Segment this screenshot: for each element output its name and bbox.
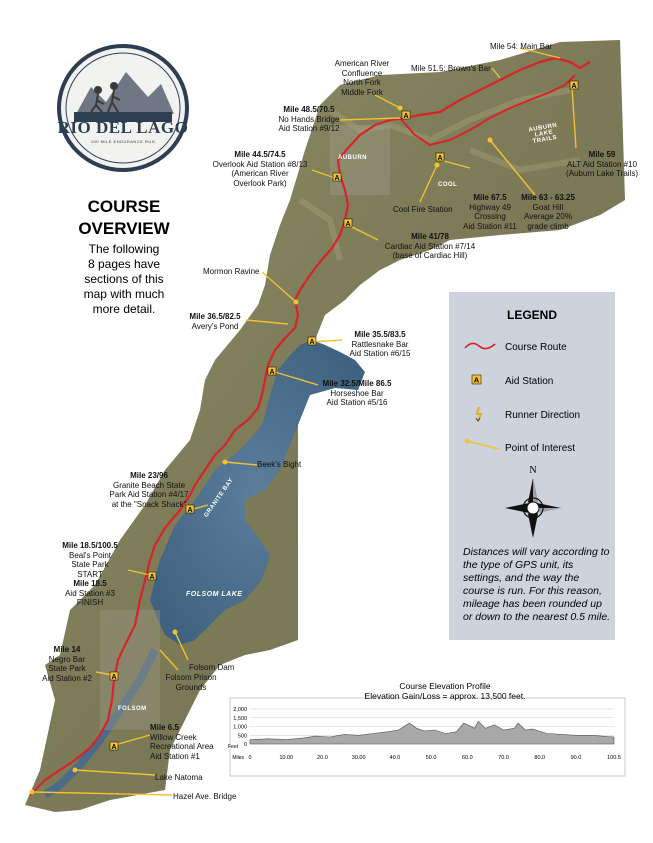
label-mile-54: [490, 42, 552, 52]
label-line: Horseshoe Bar: [330, 388, 384, 398]
label-mile-63: [512, 193, 584, 231]
elevation-y-tick-label: 1,500: [233, 715, 247, 722]
label-line: Mile 59: [588, 150, 616, 159]
label-line: Cool Fire Station: [393, 205, 453, 214]
compass-north-label: N: [529, 465, 537, 476]
aid-station-icon: [471, 374, 483, 386]
race-logo: [56, 42, 190, 174]
label-line: Average 20%: [524, 212, 572, 221]
label-line: Mile 67.5: [473, 193, 507, 202]
overview-line: sections of this: [84, 272, 164, 286]
label-mile-18-5: [52, 541, 128, 608]
elevation-y-tick-label: 1,000: [233, 724, 247, 731]
label-line: Confluence: [341, 68, 383, 78]
label-line: No Hands Bridge: [278, 114, 340, 124]
label-line: FINISH: [76, 598, 104, 607]
svg-text:A: A: [571, 83, 577, 90]
label-line: Beal's Point: [69, 550, 111, 560]
label-folsom-prison: [158, 673, 224, 692]
elevation-x-tick-label: 50.0: [425, 755, 437, 761]
label-line: Aid Station #1: [150, 751, 200, 761]
legend-title: LEGEND: [506, 308, 557, 322]
svg-text:A: A: [403, 113, 409, 120]
label-line: Mile 41/78: [411, 232, 449, 241]
label-line: Willow Creek: [150, 732, 197, 742]
overview-line: The following: [88, 242, 160, 256]
elevation-x-tick-label: 10.00: [279, 755, 294, 761]
elevation-y-tick-label: 2,000: [233, 707, 247, 713]
svg-text:A: A: [309, 339, 315, 346]
label-line: at the "Snack Shack": [111, 499, 187, 509]
aid-station-icon: [333, 173, 341, 182]
aid-station-icon: [268, 367, 276, 376]
label-confluence: [327, 59, 397, 97]
label-line: State Park: [48, 664, 86, 673]
elevation-title-block: [340, 681, 550, 701]
map-word-auburn: AUBURN: [338, 155, 367, 161]
elevation-x-tick-label: 90.0: [570, 755, 582, 761]
label-line: (Auburn Lake Trails): [565, 169, 639, 178]
svg-text:A: A: [111, 674, 117, 681]
label-line: Overlook Park): [233, 178, 287, 188]
overview-line: map with much: [83, 287, 165, 301]
elevation-subtitle: Elevation Gain/Loss = approx. 13,500 feet.: [364, 691, 526, 701]
label-line: Mile 18.5/100.5: [62, 541, 118, 550]
label-line: Middle Fork: [341, 87, 383, 97]
overview-title-line1: COURSE: [87, 197, 161, 216]
label-line: Aid Station #5/16: [326, 398, 388, 407]
label-mile-51-5: [411, 64, 491, 74]
label-line: Granite Beach State: [112, 480, 186, 490]
label-line: Recreational Area: [150, 742, 214, 751]
elevation-x-tick-label: 70.0: [498, 755, 509, 761]
label-line: Aid Station #11: [463, 221, 517, 231]
map-word-auburn-lake-trails: AUBURN LAKE TRAILS: [528, 122, 558, 146]
svg-text:A: A: [473, 375, 480, 385]
label-line: Aid Station #9/12: [278, 124, 340, 133]
elevation-x-tick-label: 30.00: [351, 755, 366, 761]
label-line: Lake Natoma: [155, 773, 203, 782]
elevation-x-tick-label: 60.0: [461, 755, 473, 761]
label-line: (American River: [231, 169, 289, 178]
svg-text:A: A: [111, 744, 117, 751]
svg-text:A: A: [437, 155, 443, 162]
logo-subtitle: 100 MILE ENDURANCE RUN: [90, 139, 156, 144]
label-line: Negro Bar: [48, 654, 86, 664]
label-mile-35-5: [340, 330, 420, 359]
label-line: Mile 44.5/74.5: [234, 150, 286, 159]
label-line: Mile 14: [53, 645, 81, 654]
label-mile-48-5: [270, 105, 348, 134]
map-word-cool: COOL: [438, 182, 458, 188]
label-mile-6-5: [150, 723, 232, 761]
svg-text:A: A: [345, 221, 351, 228]
map-word-folsom: FOLSOM: [118, 706, 147, 712]
label-mormon-ravine: [203, 267, 259, 277]
label-line: Avery's Pond: [191, 321, 239, 331]
label-cool-fire-station: [393, 205, 453, 215]
aid-station-icon: [308, 337, 316, 346]
runner-direction-icon: [473, 406, 485, 422]
aid-station-icon: [110, 672, 118, 681]
label-line: Mile 48.5/70.5: [283, 105, 335, 114]
label-line: Folsom Prison: [165, 673, 217, 682]
elevation-title: Course Elevation Profile: [399, 681, 491, 691]
label-line: ALT Aid Station #10: [567, 159, 637, 169]
overview-line: 8 pages have: [87, 257, 161, 271]
label-folsom-dam: [189, 663, 234, 673]
aid-station-icon: [570, 81, 578, 90]
route-line-icon: [463, 340, 499, 352]
label-line: (base of Cardiac Hill): [392, 251, 468, 260]
label-line: Cardiac Aid Station #7/14: [384, 241, 476, 251]
label-line: Mile 36.5/82.5: [189, 312, 241, 321]
label-line: Mile 63 - 63.25: [521, 193, 575, 202]
course-overview: [60, 196, 188, 317]
aid-station-icon: [148, 572, 156, 581]
label-line: Mile 35.5/83.5: [354, 330, 406, 339]
label-line: State Park: [71, 560, 109, 569]
label-mile-44-5: [208, 150, 312, 188]
elevation-x-tick-label: 20.0: [317, 755, 328, 761]
svg-text:A: A: [334, 175, 340, 182]
label-mile-23: [88, 471, 210, 509]
elevation-x-unit: Miles: [232, 755, 244, 761]
legend-item-poi: Point of Interest: [505, 443, 576, 454]
label-line: Mile 23/96: [130, 471, 168, 480]
label-line: Rattlesnake Bar: [351, 339, 409, 349]
label-mile-59: [560, 150, 644, 179]
map-word-granite-bay: GRANITE BAY: [203, 477, 235, 519]
label-line: Hazel Ave. Bridge: [173, 792, 237, 801]
elevation-x-tick-label: 40.0: [389, 755, 401, 761]
label-line: Grounds: [175, 682, 207, 692]
label-line: Park Aid Station #4/17: [109, 490, 189, 499]
elevation-x-tick-label: 100.5: [607, 755, 621, 761]
label-line: Beek's Bight: [257, 460, 302, 469]
svg-text:A: A: [187, 507, 193, 514]
label-line: Mile 51.5: Brown's Bar: [411, 64, 491, 73]
label-mile-36-5: [182, 312, 248, 331]
label-mile-41: [378, 232, 482, 261]
overview-body: [60, 242, 188, 317]
label-line: Mile 32.5/Mile 86.5: [322, 379, 392, 388]
label-hazel-bridge: [173, 792, 236, 802]
logo-badge-icon: [56, 42, 190, 174]
legend-item-aid: Aid Station: [505, 376, 554, 387]
overview-title-line2: OVERVIEW: [78, 219, 170, 238]
legend-distance-note: Distances will vary according to the type of GPS unit, its settings, and the way the course is run. For this reason, mileage has been rounded up or down to the nearest 0.5 mile.: [463, 546, 611, 623]
label-line: Mile 6.5: [150, 723, 179, 732]
label-line: Highway 49: [469, 202, 511, 212]
svg-text:A: A: [269, 369, 275, 376]
elevation-y-tick-label: 500: [237, 733, 247, 740]
label-line: Mormon Ravine: [203, 267, 260, 276]
aid-station-icon: [402, 111, 410, 120]
aid-station-icon: [110, 742, 118, 751]
label-line: Aid Station #2: [42, 673, 92, 683]
aid-station-icon: [344, 219, 352, 228]
label-line: Crossing: [474, 212, 506, 221]
label-mile-14: [36, 645, 98, 683]
label-line: Mile 18.5: [73, 579, 107, 588]
logo-name: RIO DEL LAGO: [57, 118, 189, 137]
label-mile-67-5: [458, 193, 522, 231]
label-line: Aid Station #6/15: [349, 349, 411, 358]
legend-box: [449, 292, 615, 640]
label-line: Mile 54: Main Bar: [490, 42, 553, 51]
label-line: START: [77, 569, 103, 579]
label-line: North Fork: [343, 78, 381, 87]
elevation-chart: [228, 698, 625, 776]
label-mile-32-5: [312, 379, 402, 408]
point-of-interest-icon: [463, 438, 503, 452]
elevation-x-tick-label: 0: [248, 755, 252, 761]
label-line: grade climb: [527, 221, 569, 231]
map-word-folsom-lake: FOLSOM LAKE: [186, 591, 243, 598]
label-line: American River: [334, 59, 390, 68]
elevation-y-unit: Feet: [227, 744, 238, 750]
overview-line: more detail.: [92, 302, 156, 316]
label-lake-natoma: [155, 773, 203, 783]
label-beeks-bight: [257, 460, 301, 470]
aid-station-icon: [436, 153, 444, 162]
label-line: Folsom Dam: [189, 663, 235, 672]
elevation-x-tick-label: 80.0: [534, 755, 546, 761]
legend-item-route: Course Route: [505, 342, 567, 353]
label-line: Aid Station #3: [65, 588, 115, 598]
compass-rose-icon: [501, 464, 565, 542]
label-line: Goat Hill: [532, 202, 564, 212]
svg-text:A: A: [149, 574, 155, 581]
label-line: Overlook Aid Station #8/13: [212, 159, 308, 169]
legend-item-direction: Runner Direction: [505, 410, 581, 421]
elevation-y-tick-label: 0: [243, 742, 247, 748]
